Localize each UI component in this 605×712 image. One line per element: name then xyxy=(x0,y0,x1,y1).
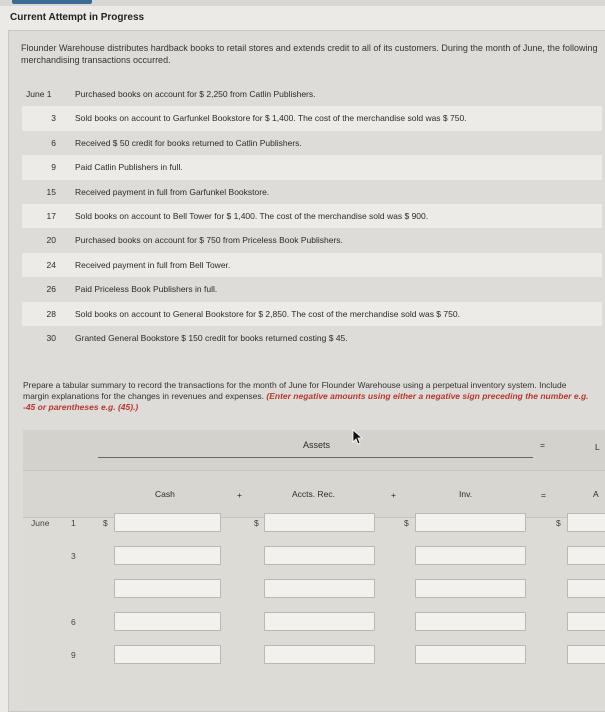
transaction-row: 24 Received payment in full from Bell Tower. xyxy=(22,253,602,277)
cash-input[interactable] xyxy=(114,546,221,565)
assets-heading: Assets xyxy=(303,440,331,450)
transaction-row: 26 Paid Priceless Book Publishers in full. xyxy=(46,284,218,295)
transaction-row: 6 Received $ 50 credit for books returned to Catlin Publishers. xyxy=(51,137,302,148)
accts-rec-input[interactable] xyxy=(264,612,375,631)
page-title: Current Attempt in Progress xyxy=(10,12,145,23)
row-date: 9 xyxy=(71,650,76,660)
transaction-row: 20 Purchased books on account for $ 750 from Priceless Book Publishers. xyxy=(46,235,343,246)
accts-rec-input[interactable] xyxy=(264,513,375,532)
transaction-row: 28 Sold books on account to General Bookstore for $ 2,850. The cost of the merchandise sold was $ 750. xyxy=(22,302,602,326)
col-plus-1: + xyxy=(237,490,242,500)
accounts-payable-input[interactable] xyxy=(567,513,605,532)
ap-dollar-sign: $ xyxy=(556,518,561,528)
row-date: 1 xyxy=(71,518,76,528)
inv-dollar-sign: $ xyxy=(404,518,409,528)
cash-dollar-sign: $ xyxy=(103,518,108,528)
inv-input[interactable] xyxy=(415,579,526,598)
transaction-row: 15 Received payment in full from Garfunkel Bookstore. xyxy=(46,186,270,197)
accounts-payable-input[interactable] xyxy=(567,579,605,598)
instructions-main: Prepare a tabular summary to record the transactions for the month of June for Flounder Warehouse using a perpetual inventory system. Include margin explanations for the changes in revenues and expenses. xyxy=(23,380,567,401)
col-accounts-payable: A xyxy=(593,489,599,499)
mouse-cursor-icon xyxy=(352,429,364,445)
view-policies-tab[interactable] xyxy=(12,0,92,4)
accounts-payable-input[interactable] xyxy=(567,546,605,565)
inv-input[interactable] xyxy=(415,612,526,631)
inv-input[interactable] xyxy=(415,546,526,565)
col-accts-rec: Accts. Rec. xyxy=(292,489,335,499)
row-month: June xyxy=(31,518,50,528)
cash-input[interactable] xyxy=(114,645,221,664)
accounts-payable-input[interactable] xyxy=(567,612,605,631)
liabilities-heading: L xyxy=(595,442,600,452)
instructions xyxy=(23,380,593,413)
transaction-row: 30 Granted General Bookstore $ 150 credit for books returned costing $ 45. xyxy=(46,332,348,343)
accounts-payable-input[interactable] xyxy=(567,645,605,664)
instructions-hint: (Enter negative amounts using either a negative sign preceding the number e.g. -45 or parentheses e.g. (45).) xyxy=(23,391,589,412)
assets-underline xyxy=(98,457,533,458)
cash-input[interactable] xyxy=(114,579,221,598)
inv-input[interactable] xyxy=(415,513,526,532)
col-inv: Inv. xyxy=(459,489,473,499)
transaction-row: 9 Paid Catlin Publishers in full. xyxy=(22,155,602,179)
row-date: 3 xyxy=(71,551,76,561)
accts-rec-dollar-sign: $ xyxy=(254,518,259,528)
col-equals: = xyxy=(541,490,546,500)
inv-input[interactable] xyxy=(415,645,526,664)
accts-rec-input[interactable] xyxy=(264,546,375,565)
col-cash: Cash xyxy=(155,489,175,499)
accts-rec-input[interactable] xyxy=(264,645,375,664)
cash-input[interactable] xyxy=(114,513,221,532)
transactions-table xyxy=(22,82,602,350)
transaction-row: 17 Sold books on account to Bell Tower for $ 1,400. The cost of the merchandise sold was $ 900. xyxy=(22,204,602,228)
transaction-row: 3 Sold books on account to Garfunkel Bookstore for $ 1,400. The cost of the merchandise sold was $ 750. xyxy=(22,106,602,130)
row-date: 6 xyxy=(71,617,76,627)
tabular-summary xyxy=(23,430,605,710)
equals-sign-top: = xyxy=(540,440,545,450)
transaction-row: June 1 Purchased books on account for $ 2,250 from Catlin Publishers. xyxy=(26,89,316,99)
header-row-columns xyxy=(23,471,605,518)
header-row-assets xyxy=(23,430,605,471)
problem-intro: Flounder Warehouse distributes hardback books to retail stores and extends credit to all of its customers. During the month of June, the following merchandising transactions occurred. xyxy=(21,43,598,65)
accts-rec-input[interactable] xyxy=(264,579,375,598)
cash-input[interactable] xyxy=(114,612,221,631)
col-plus-2: + xyxy=(391,490,396,500)
